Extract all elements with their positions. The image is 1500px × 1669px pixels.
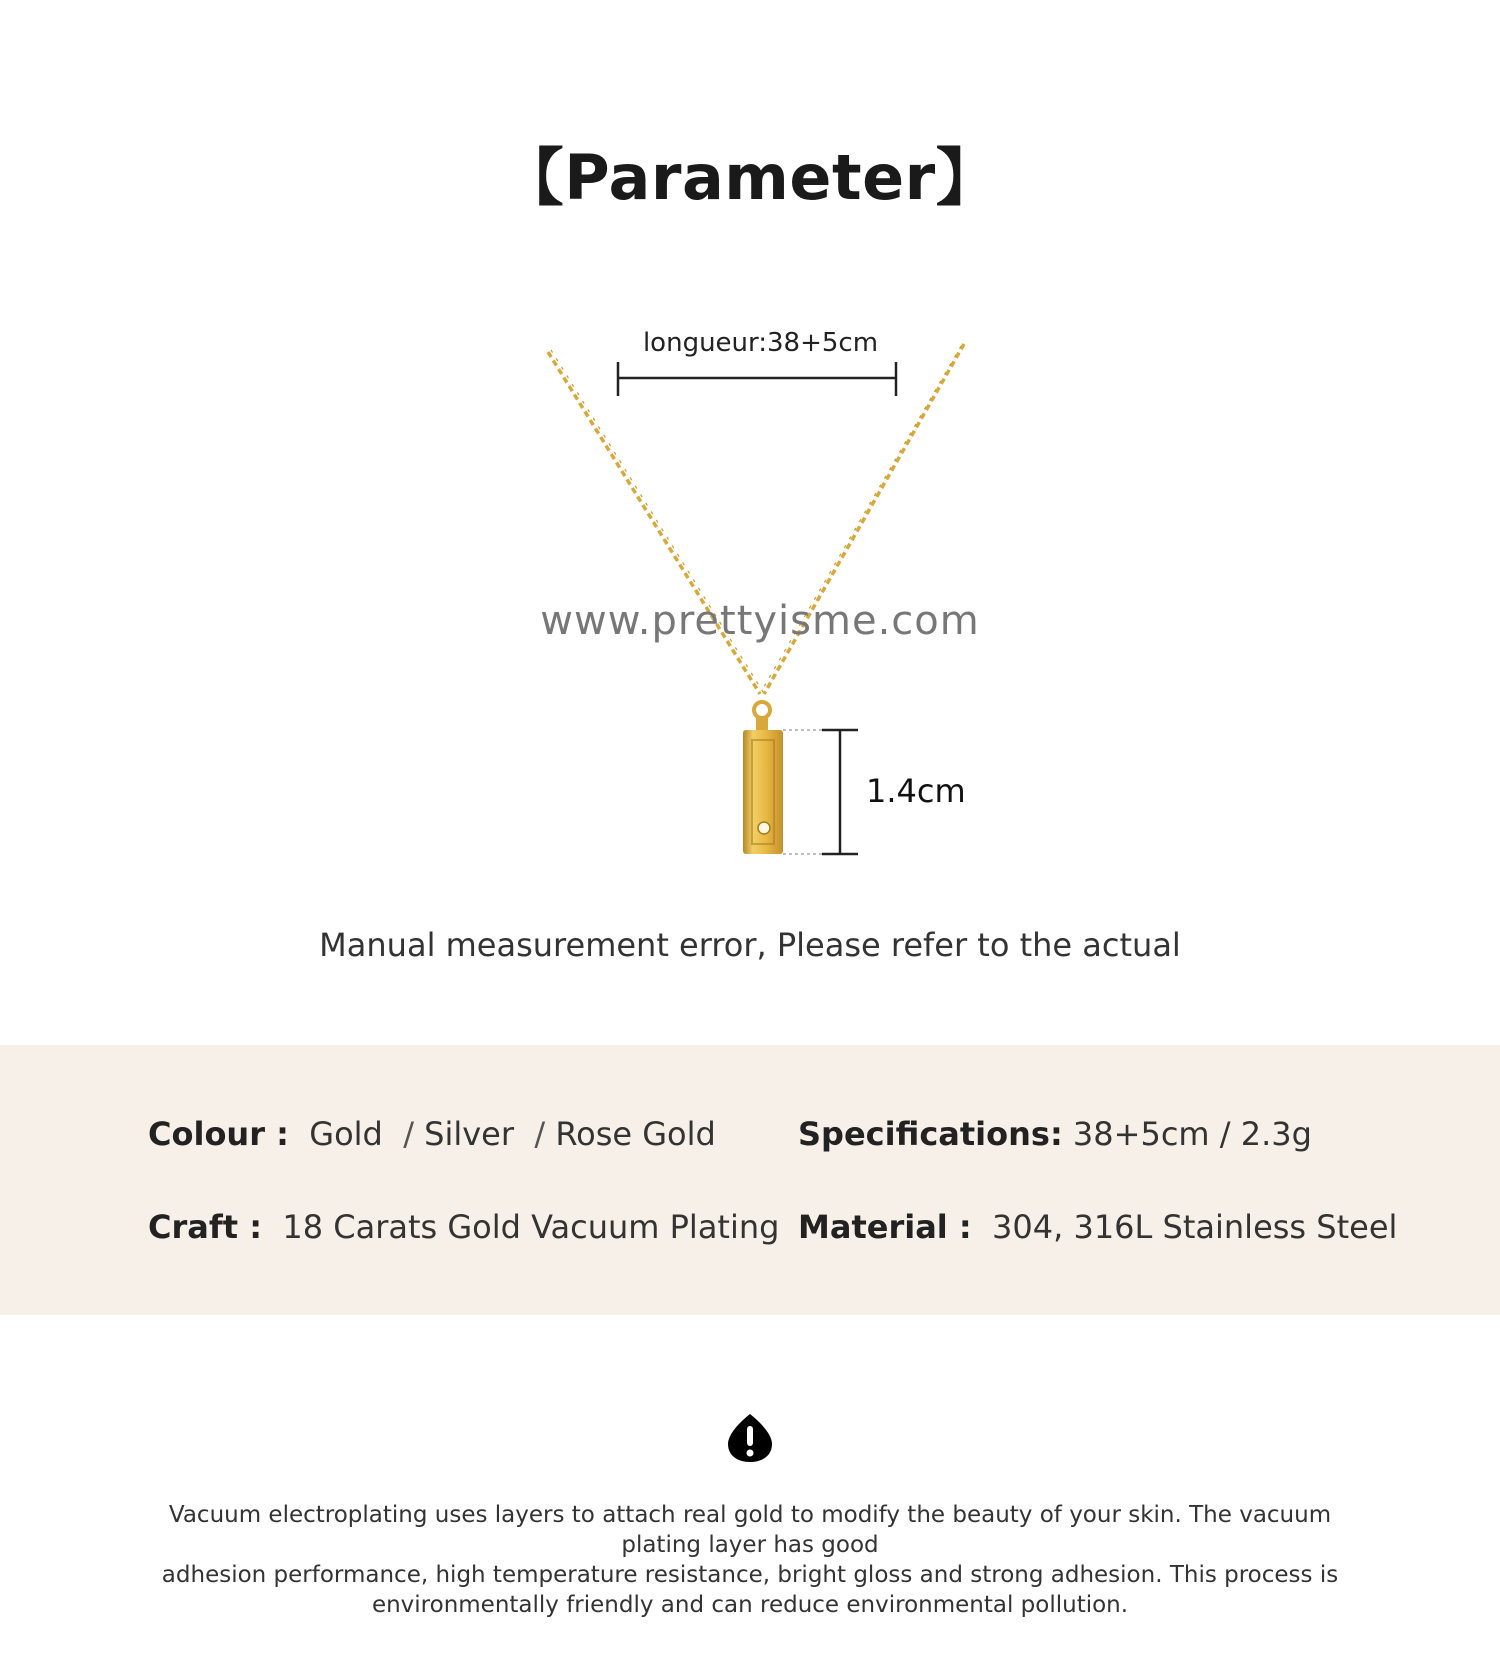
description-line: environmentally friendly and can reduce environmental pollution. [371,1592,1129,1618]
spec-craft [148,1208,779,1246]
exclamation-drop-icon [726,1412,774,1464]
plating-description [140,1500,1360,1620]
description-line: Vacuum electroplating uses layers to attach real gold to modify the beauty of your skin. The vacuum plating layer has good [168,1502,1332,1558]
pendant-bar [743,730,783,854]
watermark: www.prettyisme.com [540,598,980,644]
colour-option-gold: Gold [309,1115,383,1153]
specs-panel [0,1045,1500,1315]
spec-specifications [798,1115,1312,1153]
craft-label: Craft : [148,1208,263,1246]
length-label: longueur:38+5cm [642,328,879,358]
craft-value: 18 Carats Gold Vacuum Plating [282,1208,780,1246]
material-value: 304, 316L Stainless Steel [992,1208,1398,1246]
length-dimension [618,362,896,396]
material-label: Material : [798,1208,972,1246]
spec-material [798,1208,1397,1246]
colour-option-silver: Silver [424,1115,515,1153]
pendant-height-label: 1.4cm [866,772,966,810]
specifications-value: 38+5cm / 2.3g [1072,1115,1312,1153]
page-title: 【Parameter】 [501,141,999,214]
colour-option-rose-gold: Rose Gold [555,1115,716,1153]
spec-colour: Colour : Gold / Silver / Rose Gold [148,1115,716,1153]
measurement-note: Manual measurement error, Please refer to the actual [319,926,1181,964]
colour-label: Colour : [148,1115,289,1153]
specifications-label: Specifications: [798,1115,1063,1153]
height-dimension [822,730,858,854]
description-line: adhesion performance, high temperature resistance, bright gloss and strong adhesion. This process is [161,1562,1339,1588]
